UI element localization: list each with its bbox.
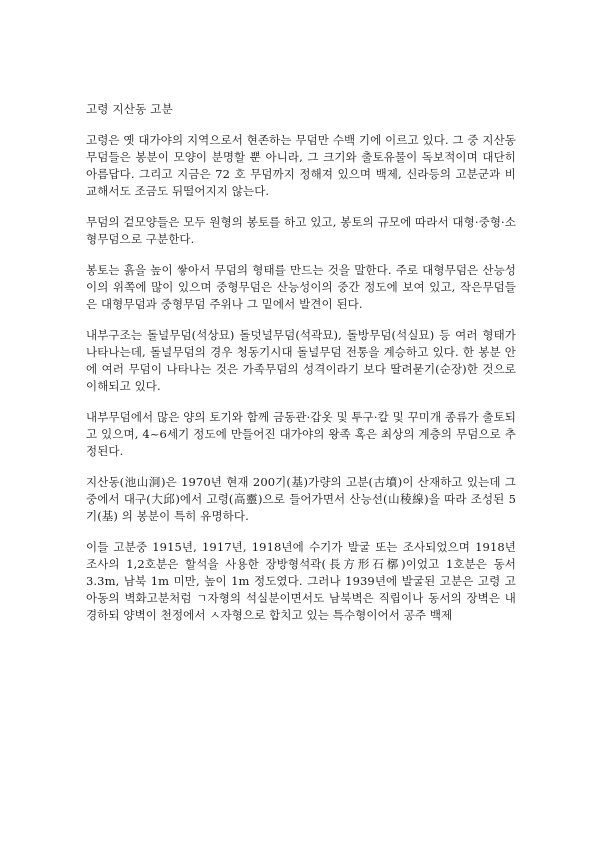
paragraph-jisan-dong: 지산동(池山洞)은 1970년 현재 200기(基)가량의 고분(古墳)이 산재하고 있는데 그 중에서 대구(大邱)에서 고령(高靈)으로 들어가면서 산능선(山稜線)을 따라 조성된 5기(基) 의 봉분이 특히 유명하다. [86,475,516,523]
paragraph-artifacts: 내부무덤에서 많은 양의 토기와 함께 금동관·갑옷 및 투구·칼 및 꾸미개 종류가 출토되고 있으며, 4~6세기 정도에 만들어진 대가야의 왕족 혹은 최상의 계층의 무덤으로 추정된다. [86,410,516,458]
paragraph-mound-location: 봉토는 흙을 높이 쌓아서 무덤의 형태를 만드는 것을 말한다. 주로 대형무덤은 산능성이의 위쪽에 많이 있으며 중형무덤은 산능성이의 중간 정도에 보여 있고, 작은무덤들은 대형무덤과 중형무덤 주위나 그 밑에서 발견이 된다. [86,263,516,311]
paragraph-excavation: 이들 고분중 1915년, 1917년, 1918년에 수기가 발굴 또는 조사되었으며 1918년 조사의 1,2호분은 할석을 사용한 장방형석곽(長方形石槨)이었고 1호분은 동서 3.3m, 남북 1m 미만, 높이 1m 정도였다. 그러나 1939년에 발굴된 고분은 고령 고아동의 벽화고분처럼 ㄱ자형의 석실분이면서도 남북벽은 직립이나 동서의 장벽은 내경하되 양벽이 천정에서 ㅅ자형으로 합치고 있는 특수형이어서 공주 백제 [86,540,516,622]
document-title: 고령 지산동 고분 [86,102,173,116]
paragraph-internal-structure: 내부구조는 돌널무덤(석상묘) 돌덧널무덤(석곽묘), 돌방무덤(석실묘) 등 여러 형태가 나타나는데, 돌널무덤의 경우 청동기시대 돌널무덤 전통을 계승하고 있다. 한 봉분 안에 여러 무덤이 나타나는 것은 가족무덤의 성격이라기 보다 딸려묻기(순장)한 것으로 이해되고 있다. [86,328,516,393]
paragraph-intro: 고령은 옛 대가야의 지역으로서 현존하는 무덤만 수백 기에 이르고 있다. 그 중 지산동 무덤들은 봉분이 모양이 분명할 뿐 아니라, 그 크기와 출토유물이 독보적이며 대단히 아름답다. 그리고 지금은 72 호 무덤까지 정해져 있으며 백제, 신라등의 고분군과 비교해서도 조금도 뒤떨어지지 않는다. [86,133,516,198]
document-body [86,101,516,638]
paragraph-mound-shape: 무덤의 겉모양들은 모두 원형의 봉토를 하고 있고, 봉토의 규모에 따라서 대형·중형·소형무덤으로 구분한다. [86,215,516,246]
